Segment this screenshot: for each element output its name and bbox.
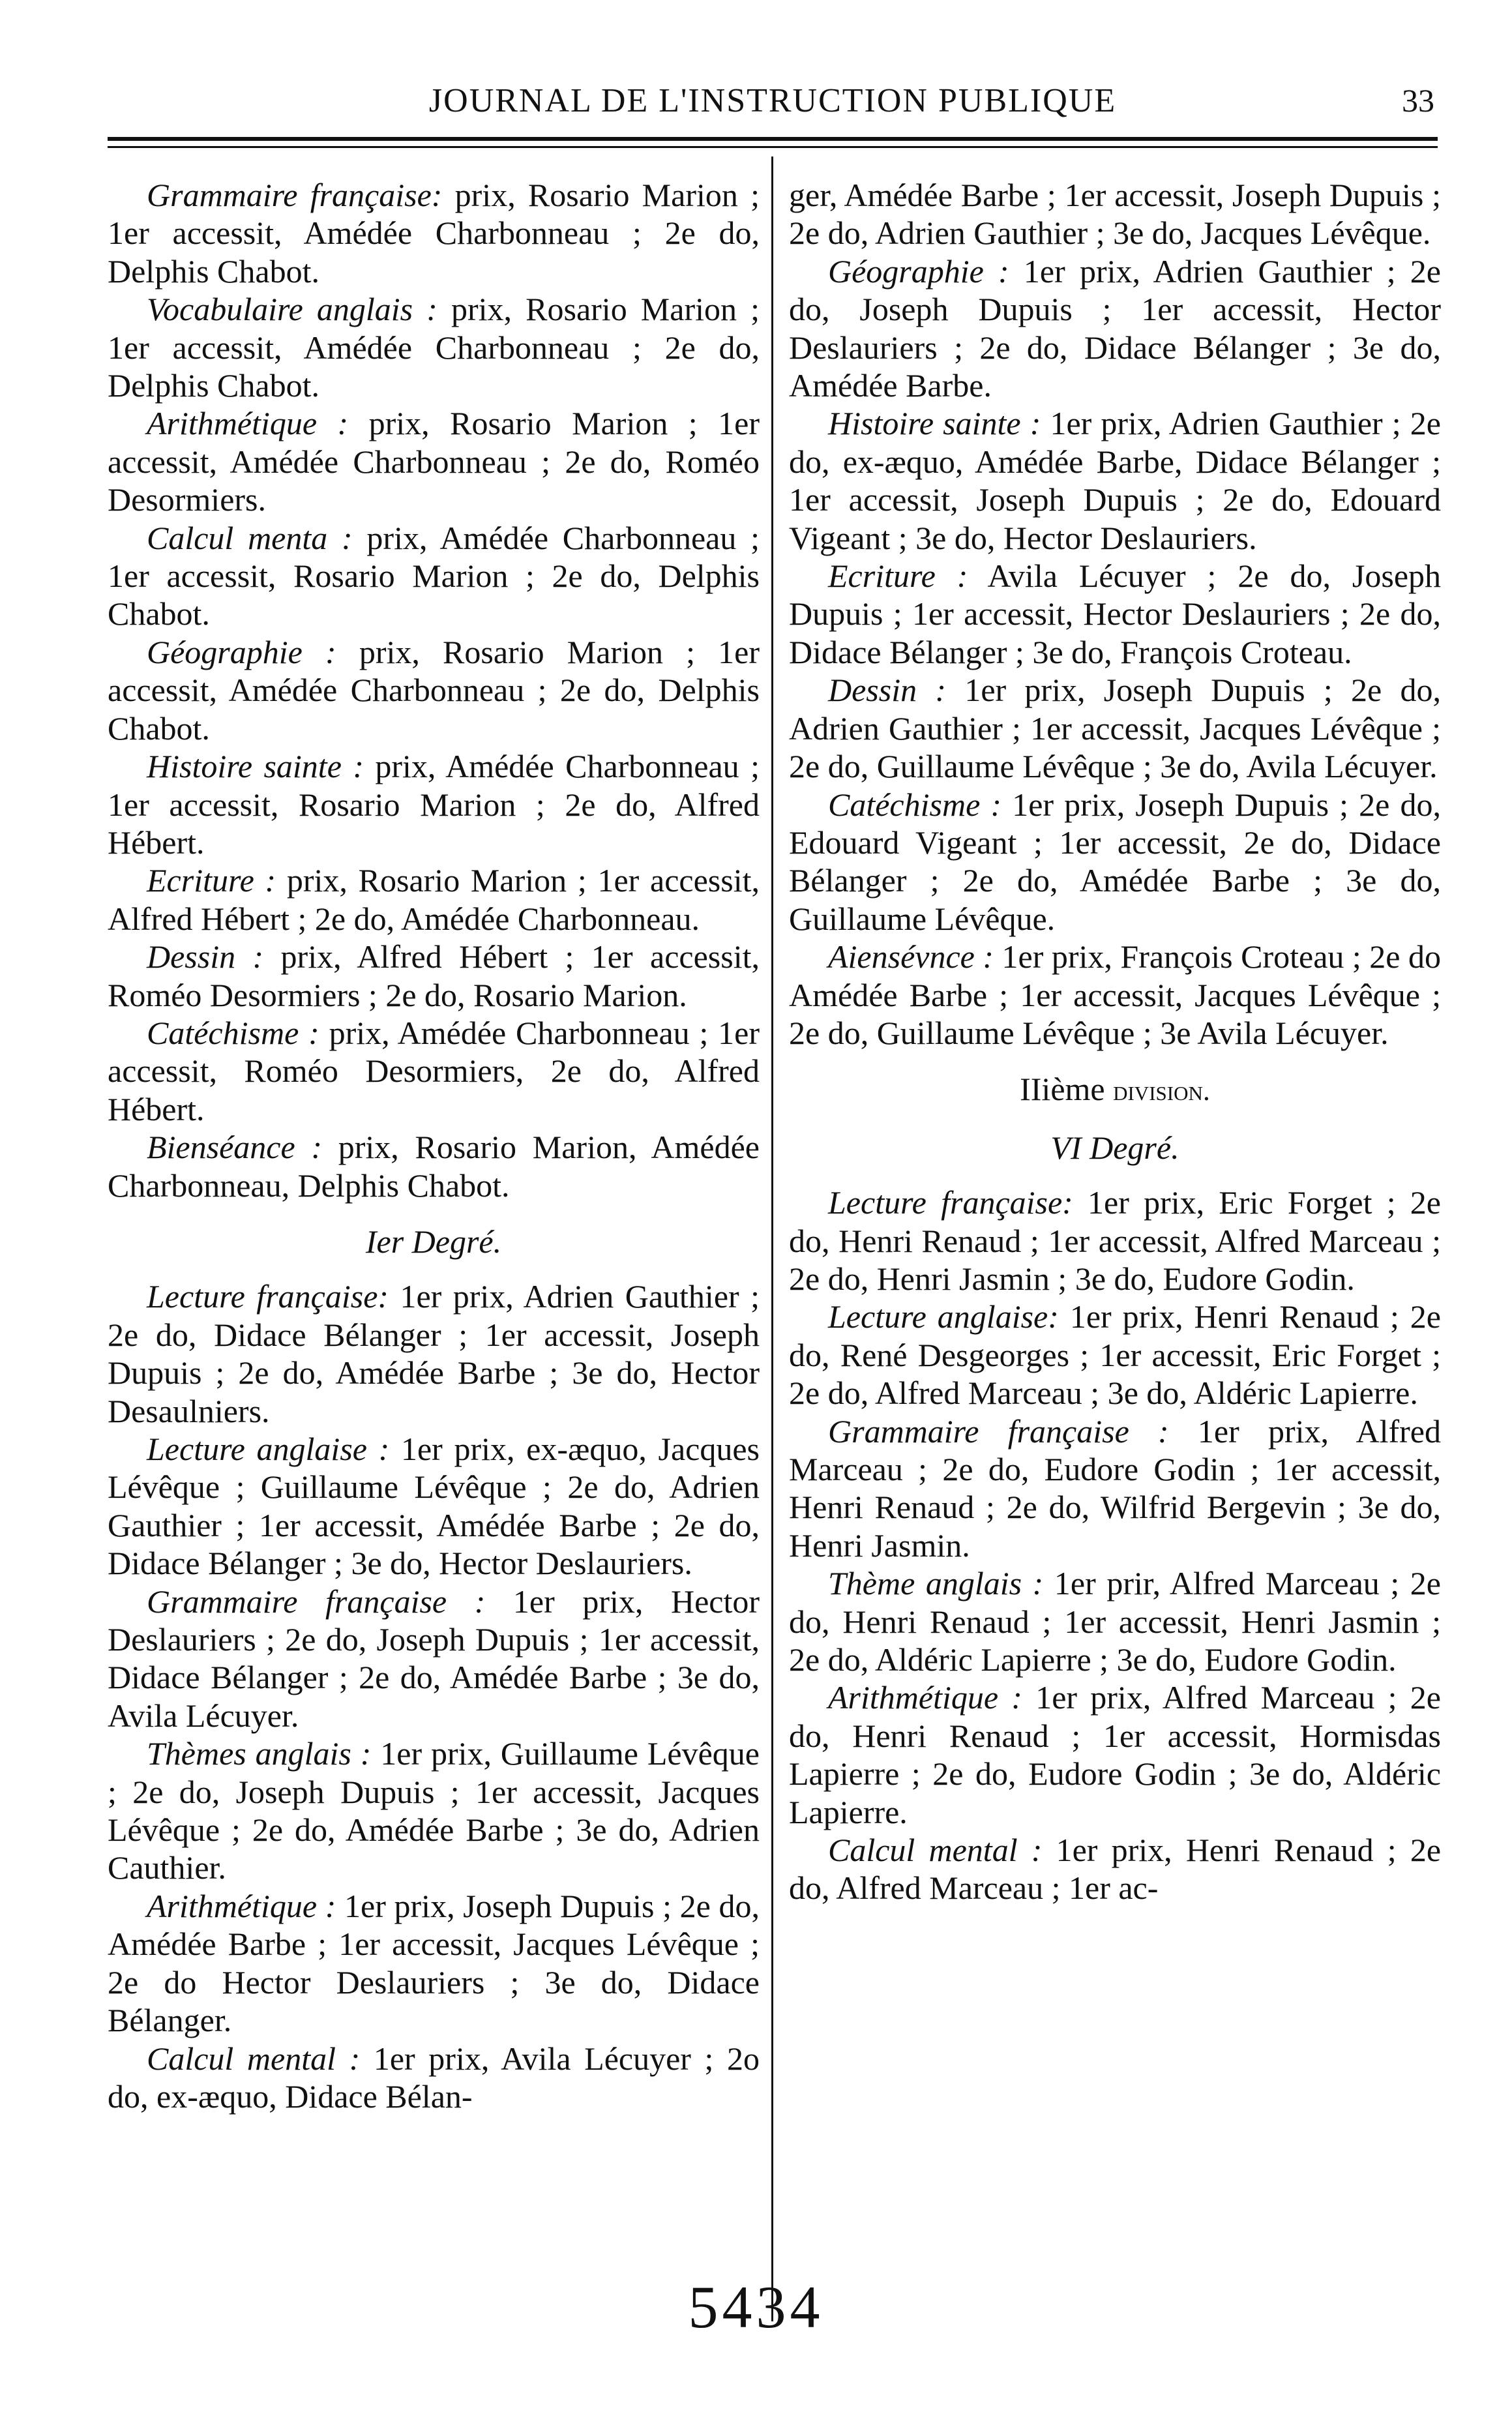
prize-entry [108,747,760,861]
subject-label: Vocabulaire anglais : [147,291,437,328]
subject-label: Ecriture : [147,862,276,899]
subject-label: Calcul mental : [828,1832,1043,1869]
award-text: 1er prix, Joseph Dupuis ; 2e do, Adrien Gauthier ; 1er accessit, Jacques Lévêque ; 2e do, Guillaume Lévêque ; 3e do, Avila Lécuyer. [789,672,1441,785]
prize-entry [108,938,760,1014]
header-rule-thick [108,137,1438,141]
prize-entry [789,176,1441,252]
award-text: 1er prix, Henri Renaud ; 2e do, Alfred Marceau ; 1er ac- [789,1832,1441,1907]
subject-label: Aiensévnce : [828,938,994,975]
prize-entry [108,176,760,290]
prize-entry [108,1128,760,1204]
subject-label: Thème anglais : [828,1565,1044,1602]
prize-entry [108,1887,760,2040]
subject-label: Lecture française: [828,1184,1073,1221]
award-text: prix, Rosario Marion ; 1er accessit, Amédée Charbonneau ; 2e do, Delphis Chabot. [108,291,760,404]
award-text: 1er prix, Adrien Gauthier ; 2e do, Didace Bélanger ; 1er accessit, Joseph Dupuis ; 2e do, Amédée Barbe ; 3e do, Hector Desaulniers. [108,1278,760,1429]
award-text: 1er prix, Joseph Dupuis ; 2e do, Edouard Vigeant ; 1er accessit, 2e do, Didace Bélanger ; 2e do, Amédée Barbe ; 3e do, Guillaume Lévêque. [789,786,1441,937]
award-text: 1er prix, Alfred Marceau ; 2e do, Henri Renaud ; 1er accessit, Hormisdas Lapierre ; 2e do, Eudore Godin ; 3e do, Aldéric Lapierre. [789,1679,1441,1830]
prize-entry [789,938,1441,1052]
prize-entry [108,2040,760,2116]
prize-entry [108,519,760,633]
subject-label: Dessin : [828,672,947,709]
header-rule-thin [108,146,1438,148]
subject-label: Lecture française: [147,1278,389,1315]
prize-entry [108,1014,760,1128]
prize-list-section-1 [108,176,760,1204]
subject-label: Géographie : [828,252,1009,290]
degree-heading-left: Ier Degré. [365,1223,502,1260]
prize-entry [108,1735,760,1887]
division-number: IIième [1020,1071,1105,1108]
award-text: prix, Amédée Charbonneau ; 1er accessit, Rosario Marion ; 2e do, Delphis Chabot. [108,519,760,633]
prize-entry [789,1412,1441,1565]
left-column [108,176,760,2250]
page-signature: 5434 [688,2274,824,2340]
subject-label: Thèmes anglais : [147,1735,372,1772]
prize-list-section-4 [789,1184,1441,1907]
subject-label: Calcul menta : [147,519,353,556]
division-word: division. [1113,1075,1210,1107]
page-number: 33 [1402,82,1434,119]
award-text: 1er prix, Hector Deslauriers ; 2e do, Joseph Dupuis ; 1er accessit, Didace Bélanger ; 2e do, Amédée Barbe ; 3e do, Avila Lécuyer. [108,1583,760,1734]
subject-label: Dessin : [147,938,264,975]
column-divider [771,156,773,2321]
prize-list-section-2 [108,1277,760,2115]
award-text: 1er prix, Henri Renaud ; 2e do, René Desgeorges ; 1er accessit, Eric Forget ; 2e do, Alfred Marceau ; 3e do, Aldéric Lapierre. [789,1298,1441,1412]
subject-label: Grammaire française: [147,177,443,213]
award-text: 1er prix, François Croteau ; 2e do Amédée Barbe ; 1er accessit, Jacques Lévêque ; 2e do, Guillaume Lévêque ; 3e Avila Lécuyer. [789,938,1441,1051]
prize-entry [108,1583,760,1735]
subject-label: Catéchisme : [147,1014,319,1051]
prize-entry [789,1184,1441,1298]
prize-entry [789,786,1441,938]
award-text: prix, Rosario Marion ; 1er accessit, Amédée Charbonneau ; 2e do, Roméo Desormiers. [108,405,760,518]
subject-label: Arithmétique : [147,405,349,442]
prize-entry [108,1430,760,1583]
division-heading [789,1070,1441,1110]
award-text: prix, Rosario Marion, Amédée Charbonneau, Delphis Chabot. [108,1129,760,1204]
subject-label: Lecture anglaise: [828,1298,1059,1335]
award-text: prix, Rosario Marion ; 1er accessit, Alfred Hébert ; 2e do, Amédée Charbonneau. [108,862,760,937]
subject-label: Catéchisme : [828,786,1002,823]
award-text: 1er prix, Guillaume Lévêque ; 2e do, Joseph Dupuis ; 1er accessit, Jacques Lévêque ; 2e do, Amédée Barbe ; 3e do, Adrien Cauthier. [108,1735,760,1886]
right-column [789,176,1441,2250]
prize-entry [789,557,1441,671]
prize-list-section-3 [789,176,1441,1052]
award-text: 1er prir, Alfred Marceau ; 2e do, Henri Renaud ; 1er accessit, Henri Jasmin ; 2e do, Aldéric Lapierre ; 3e do, Eudore Godin. [789,1565,1441,1678]
subject-label: Grammaire française : [828,1412,1169,1450]
subject-label: Arithmétique : [147,1887,336,1924]
subject-label: Histoire sainte : [147,748,364,785]
subject-label: Ecriture : [828,558,968,595]
prize-entry [108,1277,760,1430]
award-text: 1er prix, ex-æquo, Jacques Lévêque ; Guillaume Lévêque ; 2e do, Adrien Gauthier ; 1er accessit, Amédée Barbe ; 2e do, Didace Bélanger ; 3e do, Hector Deslauriers. [108,1431,760,1582]
prize-entry [108,633,760,747]
award-text: 1er prix, Adrien Gauthier ; 2e do, ex-æquo, Amédée Barbe, Didace Bélanger ; 1er accessit, Joseph Dupuis ; 2e do, Edouard Vigeant ; 3e do, Hector Deslauriers. [789,405,1441,556]
award-text: 1er prix, Eric Forget ; 2e do, Henri Renaud ; 1er accessit, Alfred Marceau ; 2e do, Henri Jasmin ; 3e do, Eudore Godin. [789,1184,1441,1297]
award-text: 1er prix, Joseph Dupuis ; 2e do, Amédée Barbe ; 1er accessit, Jacques Lévêque ; 2e do Hector Deslauriers ; 3e do, Didace Bélanger. [108,1887,760,2039]
prize-entry [789,671,1441,785]
subject-label: Histoire sainte : [828,405,1041,442]
subject-label: Lecture anglaise : [147,1431,390,1467]
award-text: ger, Amédée Barbe ; 1er accessit, Joseph Dupuis ; 2e do, Adrien Gauthier ; 3e do, Jacques Lévêque. [789,177,1441,252]
award-text: 1er prix, Alfred Marceau ; 2e do, Eudore Godin ; 1er accessit, Henri Renaud ; 2e do, Wilfrid Bergevin ; 3e do, Henri Jasmin. [789,1412,1441,1564]
prize-entry [789,1678,1441,1831]
prize-entry [108,404,760,518]
subject-label: Géographie : [147,633,336,670]
prize-entry [789,1564,1441,1678]
journal-title: JOURNAL DE L'INSTRUCTION PUBLIQUE [428,82,1117,119]
award-text: 1er prix, Adrien Gauthier ; 2e do, Joseph Dupuis ; 1er accessit, Hector Deslauriers ; 2e do, Didace Bélanger ; 3e do, Amédée Barbe. [789,252,1441,404]
award-text: Avila Lécuyer ; 2e do, Joseph Dupuis ; 1er accessit, Hector Deslauriers ; 2e do, Didace Bélanger ; 3e do, François Croteau. [789,558,1441,670]
subject-label: Calcul mental : [147,2040,361,2077]
prize-entry [789,1298,1441,1412]
subject-label: Bienséance : [147,1129,323,1166]
award-text: prix, Alfred Hébert ; 1er accessit, Roméo Desormiers ; 2e do, Rosario Marion. [108,938,760,1013]
page-header [111,82,1434,134]
degree-heading-right: VI Degré. [1050,1129,1179,1166]
prize-entry [789,404,1441,557]
award-text: prix, Amédée Charbonneau ; 1er accessit, Rosario Marion ; 2e do, Alfred Hébert. [108,748,760,861]
award-text: prix, Rosario Marion ; 1er accessit, Amédée Charbonneau ; 2e do, Delphis Chabot. [108,633,760,747]
prize-entry [108,861,760,938]
award-text: prix, Amédée Charbonneau ; 1er accessit, Roméo Desormiers, 2e do, Alfred Hébert. [108,1014,760,1127]
award-text: prix, Rosario Marion ; 1er accessit, Amédée Charbonneau ; 2e do, Delphis Chabot. [108,177,760,290]
subject-label: Grammaire française : [147,1583,486,1620]
prize-entry [108,290,760,404]
subject-label: Arithmétique : [828,1679,1022,1716]
award-text: 1er prix, Avila Lécuyer ; 2o do, ex-æquo, Didace Bélan- [108,2040,760,2115]
prize-entry [789,252,1441,405]
prize-entry [789,1831,1441,1907]
